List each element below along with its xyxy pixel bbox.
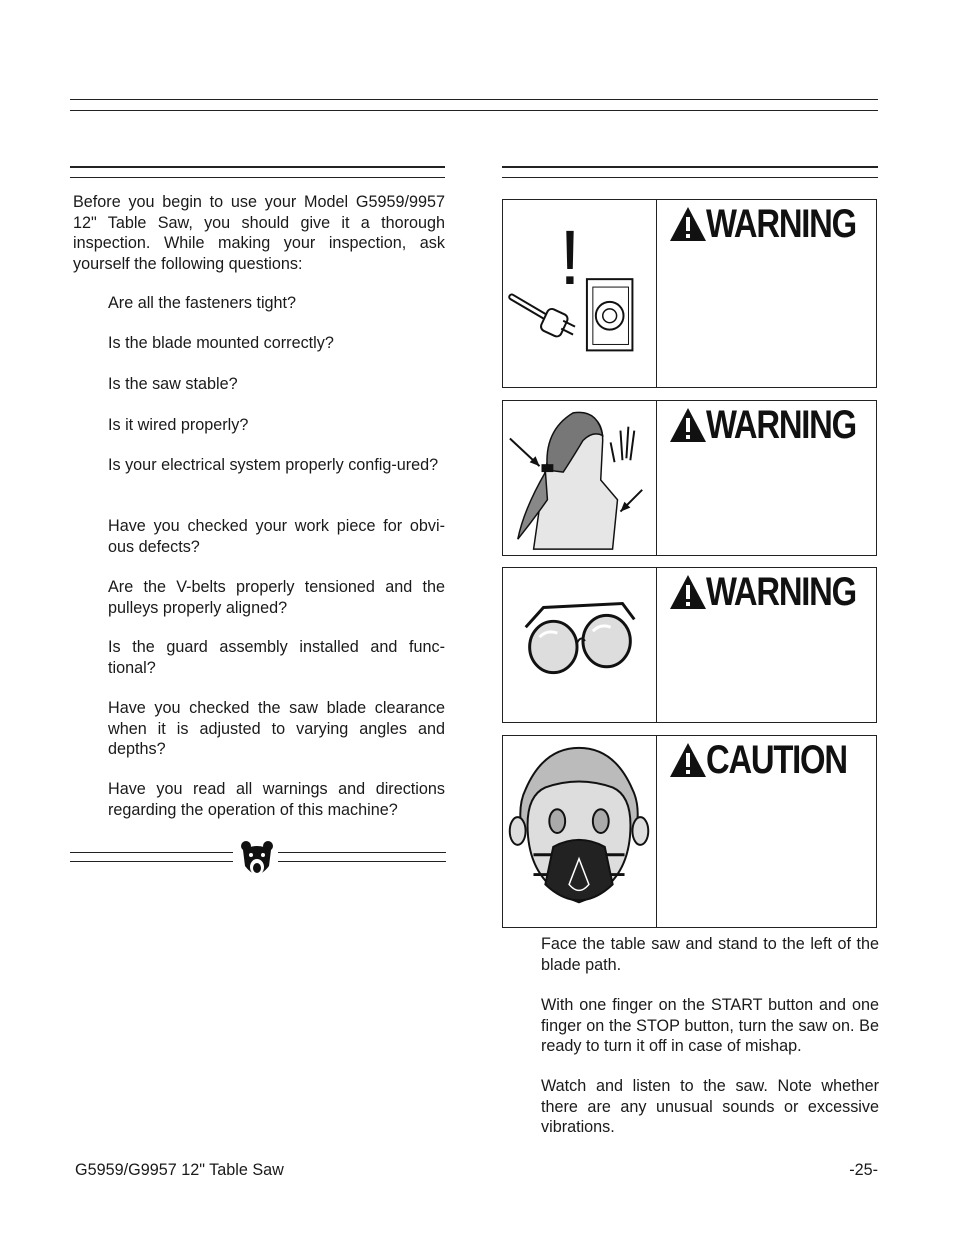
tied-back-hair-icon (503, 401, 656, 555)
warning-triangle-icon (669, 407, 707, 443)
signal-header (669, 204, 889, 244)
dust-mask-icon (503, 736, 656, 927)
box-divider (656, 568, 657, 722)
signal-header (669, 405, 889, 445)
right-section-rule-thin (502, 177, 878, 178)
safety-box-hair (502, 400, 877, 556)
signal-word: WARNING (706, 403, 856, 447)
safety-box-glasses (502, 567, 877, 723)
step-item: With one finger on the START button and one finger on the STOP button, turn the saw on. Be ready to turn it off in case of mishap. (541, 996, 879, 1055)
left-section-rule-thin (70, 177, 445, 178)
right-section-rule (502, 166, 878, 168)
question-item: Is the saw stable? (108, 375, 238, 393)
question-item: Is it wired properly? (108, 416, 249, 434)
question-item: Have you checked the saw blade clearance when it is adjusted to varying angles and depths? (108, 699, 445, 758)
page-number: -25- (849, 1161, 878, 1179)
warning-triangle-icon (669, 206, 707, 242)
box-divider (656, 736, 657, 927)
bear-logo-icon (238, 840, 276, 880)
question-item: Have you checked your work piece for obvi-ous defects? (108, 517, 445, 556)
safety-glasses-icon (503, 568, 656, 722)
safety-box-mask (502, 735, 877, 928)
box-divider (656, 200, 657, 387)
header-rule-bottom (70, 110, 878, 111)
question-item: Is your electrical system properly config-ured? (108, 456, 439, 474)
signal-word: WARNING (706, 570, 856, 614)
question-item: Is the guard assembly installed and func-tional? (108, 638, 445, 677)
left-section-rule (70, 166, 445, 168)
question-item: Have you read all warnings and directions regarding the operation of this machine? (108, 780, 445, 819)
step-item: Face the table saw and stand to the left of the blade path. (541, 935, 879, 974)
question-item: Are all the fasteners tight? (108, 294, 297, 312)
svg-text:!: ! (559, 215, 581, 302)
intro-paragraph: Before you begin to use your Model G5959/9957 12" Table Saw, you should give it a thorough inspection. While making your inspection, ask yourself the following questions: (73, 193, 445, 273)
power-plug-icon (503, 200, 656, 387)
step-item: Watch and listen to the saw. Note whether there are any unusual sounds or excessive vibrations. (541, 1077, 879, 1136)
signal-header (669, 740, 878, 780)
caution-triangle-icon (669, 742, 707, 778)
signal-header (669, 572, 889, 612)
question-item: Is the blade mounted correctly? (108, 334, 334, 352)
safety-box-plug (502, 199, 877, 388)
section-end-divider (70, 840, 446, 880)
box-divider (656, 401, 657, 555)
header-rule-top (70, 99, 878, 100)
warning-triangle-icon (669, 574, 707, 610)
signal-word: CAUTION (706, 738, 847, 782)
signal-word: WARNING (706, 202, 856, 246)
question-item: Are the V-belts properly tensioned and the pulleys properly aligned? (108, 578, 445, 617)
footer-title: G5959/G9957 12" Table Saw (75, 1161, 284, 1179)
